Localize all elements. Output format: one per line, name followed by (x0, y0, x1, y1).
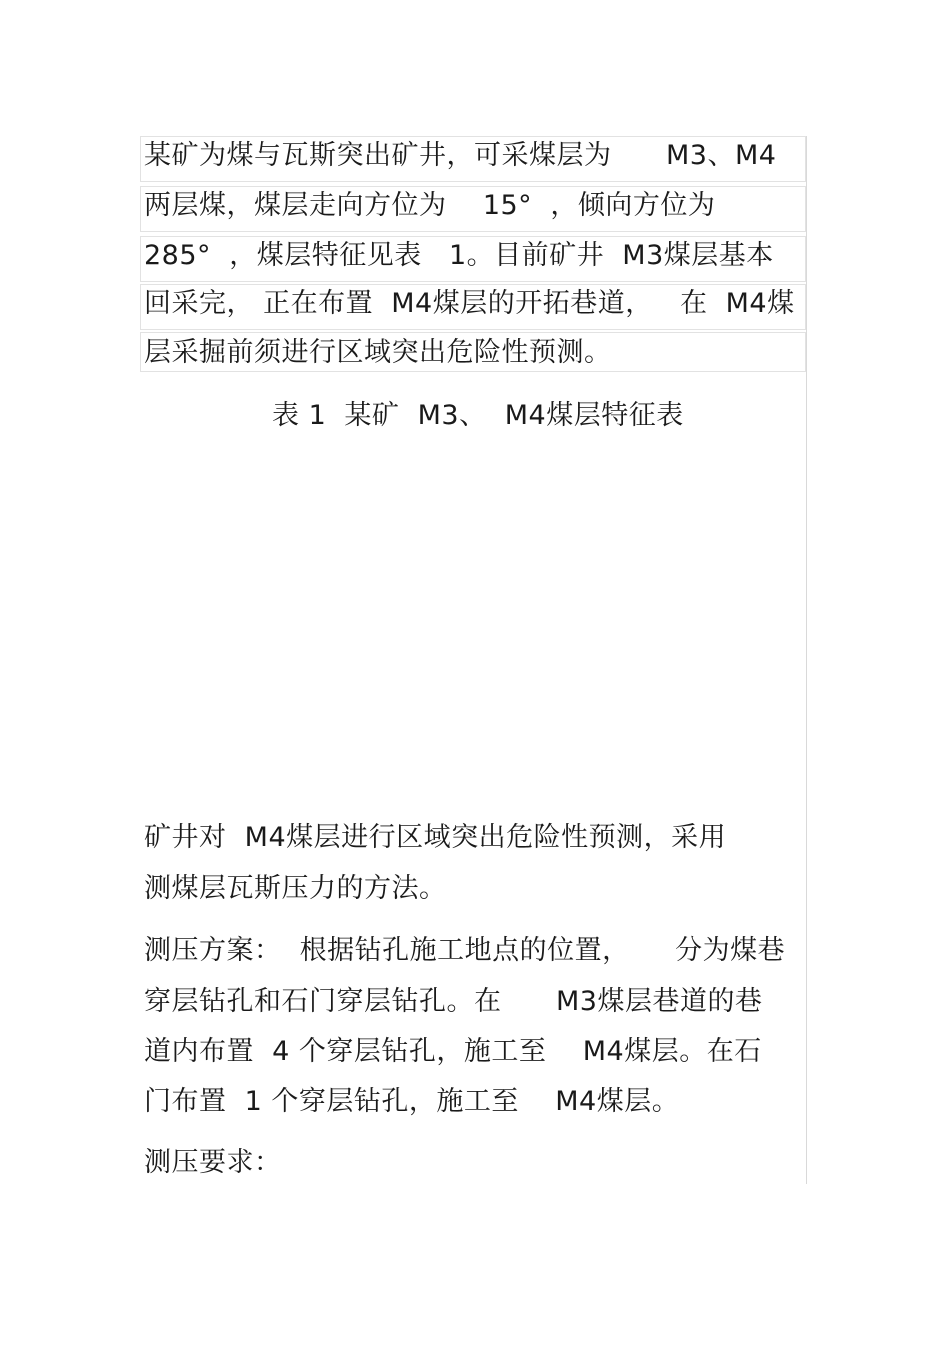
paragraph-1-line-3: 285° ，煤层特征见表 1。目前矿井 M3煤层基本 (144, 240, 774, 271)
right-margin-rule (806, 136, 807, 1184)
paragraph-1-line-1: 某矿为煤与瓦斯突出矿井，可采煤层为 M3、M4 (144, 140, 777, 171)
paragraph-2-line-1: 矿井对 M4煤层进行区域突出危险性预测，采用 (144, 822, 727, 853)
paragraph-3-line-1: 测压方案： 根据钻孔施工地点的位置， 分为煤巷 (144, 935, 786, 966)
paragraph-4-line-1: 测压要求： (144, 1147, 282, 1178)
paragraph-2-line-2: 测煤层瓦斯压力的方法。 (144, 873, 447, 904)
paragraph-3-line-2: 穿层钻孔和石门穿层钻孔。在 M3煤层巷道的巷 (144, 986, 763, 1017)
table-placeholder-area (144, 450, 804, 810)
paragraph-1-line-2: 两层煤，煤层走向方位为 15° ，倾向方位为 (144, 190, 716, 221)
paragraph-1-line-4: 回采完， 正在布置 M4煤层的开拓巷道， 在 M4煤 (144, 288, 795, 319)
table-caption: 表 1 某矿 M3、 M4煤层特征表 (272, 400, 684, 431)
paragraph-3-line-3: 道内布置 4 个穿层钻孔，施工至 M4煤层。在石 (144, 1036, 762, 1067)
paragraph-1-line-5: 层采掘前须进行区域突出危险性预测。 (144, 337, 612, 368)
paragraph-3-line-4: 门布置 1 个穿层钻孔，施工至 M4煤层。 (144, 1086, 680, 1117)
